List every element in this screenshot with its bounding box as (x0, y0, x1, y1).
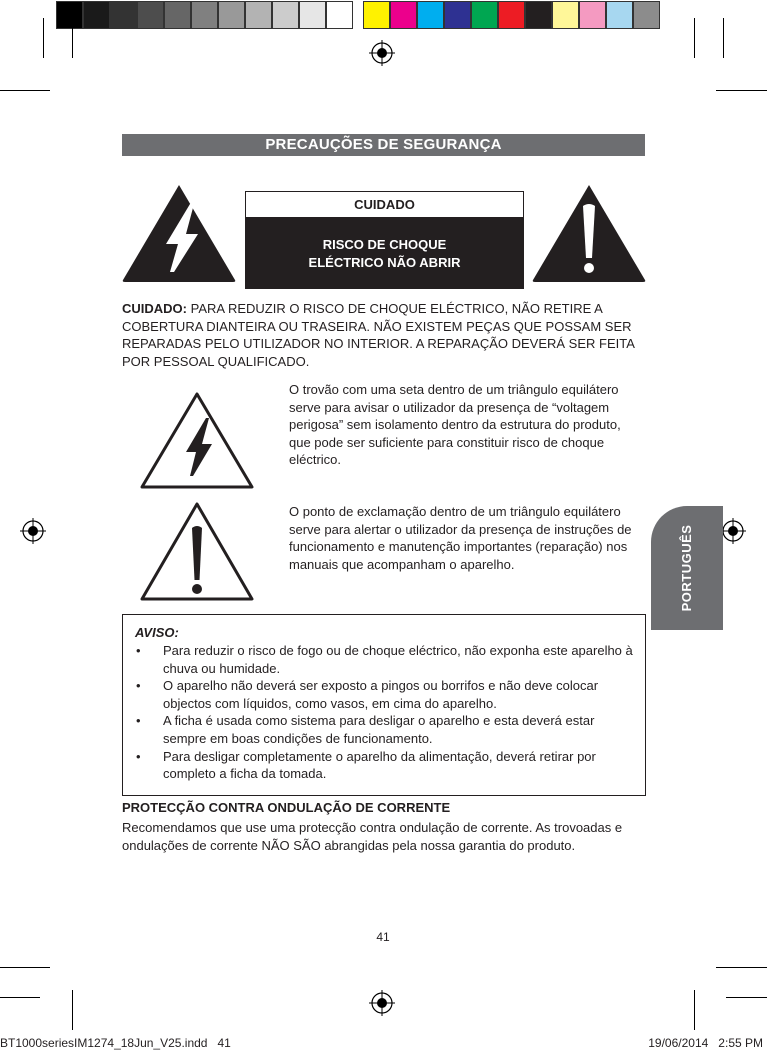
registration-mark-icon (369, 40, 395, 66)
crop-mark (0, 90, 50, 91)
caution-label: CUIDADO: (122, 301, 187, 316)
surge-protection-title: PROTECÇÃO CONTRA ONDULAÇÃO DE CORRENTE (122, 800, 451, 815)
color-swatch (444, 1, 471, 29)
color-swatch (272, 1, 299, 29)
crop-mark (43, 18, 44, 58)
crop-mark (694, 18, 695, 58)
warning-item-text: A ficha é usada como sistema para desligar o aparelho e esta deverá estar sempre em boas condições de funcionamento. (163, 713, 595, 746)
color-swatch (218, 1, 245, 29)
warning-title: AVISO: (135, 625, 179, 640)
caution-paragraph-text: PARA REDUZIR O RISCO DE CHOQUE ELÉCTRICO, NÃO RETIRE A COBERTURA DIANTEIRA OU TRASEIRA. NÃO EXISTEM PEÇAS QUE POSSAM SER REPARADAS PELO UTILIZADOR NO INTERIOR. A REPARAÇÃO DEVERÁ SER FEITA POR PESSOAL QUALIFICADO. (122, 301, 635, 369)
crop-mark (716, 967, 767, 968)
language-tab (651, 506, 723, 630)
color-swatch (326, 1, 353, 29)
bullet: • (136, 713, 141, 729)
bullet: • (136, 678, 141, 694)
list-item (123, 748, 633, 783)
lightning-symbol-description: O trovão com uma seta dentro de um triângulo equilátero serve para avisar o utilizador da presença de “voltagem perigosa” sem isolamento dentro da estrutura do produto, que pode ser suficiente para constituir risco de choque eléctrico. (289, 382, 621, 468)
crop-mark (0, 997, 40, 998)
caution-line-1: RISCO DE CHOQUE (322, 237, 447, 252)
color-swatch (579, 1, 606, 29)
language-tab-label: PORTUGUÊS (679, 524, 694, 612)
color-swatch (83, 1, 110, 29)
lightning-triangle-icon (120, 182, 238, 284)
color-swatch (164, 1, 191, 29)
color-swatch (56, 1, 83, 29)
color-swatch (390, 1, 417, 29)
color-swatch (191, 1, 218, 29)
registration-mark-icon (20, 518, 46, 544)
warning-box (122, 614, 646, 796)
warning-item-text: Para desligar completamente o aparelho da alimentação, deverá retirar por completo a ficha da tomada. (163, 748, 596, 782)
footer-timestamp: 19/06/2014 2:55 PM (648, 1036, 763, 1050)
list-item (123, 712, 633, 747)
list-item (123, 642, 633, 677)
crop-mark (694, 990, 695, 1030)
color-swatch (417, 1, 444, 29)
color-swatch (471, 1, 498, 29)
crop-mark (726, 997, 767, 998)
crop-mark (72, 18, 73, 58)
registration-mark-icon (369, 990, 395, 1016)
exclamation-symbol-description: O ponto de exclamação dentro de um triângulo equilátero serve para alertar o utilizador da presença de instruções de funcionamento e manutenção importantes (reparação) nos manuais que acompanham o aparelho. (289, 504, 632, 572)
warning-list (123, 642, 633, 783)
exclamation-triangle-icon (530, 182, 648, 284)
color-swatch (299, 1, 326, 29)
list-item (123, 677, 633, 712)
bullet: • (136, 643, 141, 658)
caution-line-2: ELÉCTRICO NÃO ABRIR (308, 255, 461, 270)
color-swatch (633, 1, 660, 29)
bullet: • (136, 748, 141, 764)
crop-mark (723, 18, 724, 58)
footer-filename: BT1000seriesIM1274_18Jun_V25.indd 41 (0, 1036, 231, 1050)
page-number: 41 (376, 930, 390, 944)
color-swatch (110, 1, 137, 29)
color-swatch (606, 1, 633, 29)
color-swatch (137, 1, 164, 29)
warning-item-text: Para reduzir o risco de fogo ou de choque eléctrico, não exponha este aparelho à chuva ou humidade. (163, 643, 633, 676)
lightning-triangle-icon (138, 390, 256, 492)
crop-mark (0, 967, 50, 968)
warning-item-text: O aparelho não deverá ser exposto a pingos ou borrifos e não deve colocar objectos com líquidos, como vasos, em cima do aparelho. (163, 678, 599, 711)
crop-mark (72, 990, 73, 1030)
surge-protection-text: Recomendamos que use uma protecção contra ondulação de corrente. As trovoadas e ondulações de corrente NÃO SÃO abrangidas pela nossa garantia do produto. (122, 820, 623, 853)
crop-mark (716, 90, 767, 91)
color-swatch (363, 1, 390, 29)
caution-heading: CUIDADO (246, 192, 523, 218)
registration-mark-icon (720, 518, 746, 544)
color-swatch (525, 1, 552, 29)
color-calibration-bar (56, 0, 710, 30)
exclamation-triangle-icon (138, 500, 256, 604)
color-swatch (552, 1, 579, 29)
page-title: PRECAUÇÕES DE SEGURANÇA (122, 134, 645, 156)
caution-warning-body (246, 218, 523, 288)
caution-paragraph (122, 300, 652, 370)
color-swatch (245, 1, 272, 29)
caution-box (245, 191, 524, 289)
color-swatch (498, 1, 525, 29)
